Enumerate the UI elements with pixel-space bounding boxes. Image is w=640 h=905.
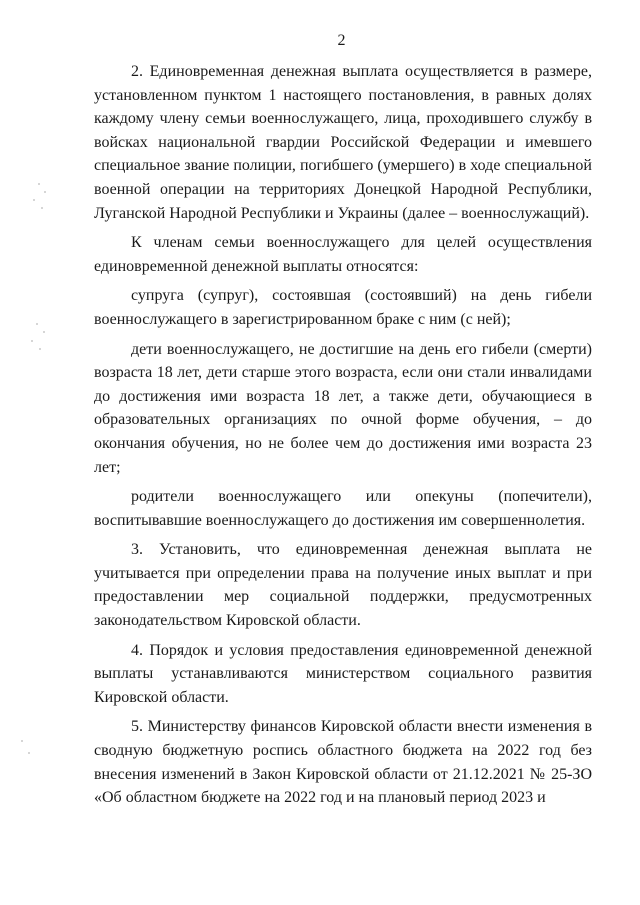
scan-speck xyxy=(33,199,35,201)
paragraph-clause-2: 2. Единовременная денежная выплата осуществляется в размере, установленном пунктом 1 настоящего постановления, в равных долях каждому члену семьи военнослужащего, лица, проходившего службу в войсках национальной гвардии Российской Федерации и имевшего специальное звание полиции, погибшего (умершего) в ходе специальной военной операции на территориях Донецкой Народной Республики, Луганской Народной Республики и Украины (далее – военнослужащий). xyxy=(94,63,592,222)
document-body xyxy=(94,60,592,810)
scan-speck xyxy=(31,340,33,342)
paragraph-parents: родители военнослужащего или опекуны (попечители), воспитывавшие военнослужащего до достижения им совершеннолетия. xyxy=(94,488,592,529)
scan-speck xyxy=(39,348,41,350)
page-number: 2 xyxy=(337,32,346,49)
scan-speck xyxy=(36,323,38,325)
scan-speck xyxy=(21,740,23,742)
scan-speck xyxy=(38,183,40,185)
paragraph-children: дети военнослужащего, не достигшие на день его гибели (смерти) возраста 18 лет, дети старше этого возраста, если они стали инвалидами до достижения ими возраста 18 лет, а также дети, обучающиеся в образовательных организациях по очной форме обучения, – до окончания обучения, но не более чем до достижения ими возраста 23 лет; xyxy=(94,340,592,476)
paragraph-clause-4: 4. Порядок и условия предоставления единовременной денежной выплаты устанавливаются министерством социального развития Кировской области. xyxy=(94,641,592,706)
paragraph-clause-5: 5. Министерству финансов Кировской области внести изменения в сводную бюджетную роспись областного бюджета на 2022 год без внесения изменений в Закон Кировской области от 21.12.2021 № 25-ЗО «Об областном бюджете на 2022 год и на плановый период 2023 и xyxy=(94,718,592,807)
paragraph-family-members-intro: К членам семьи военнослужащего для целей осуществления единовременной денежной выплаты относятся: xyxy=(94,234,592,275)
paragraph-spouse: супруга (супруг), состоявшая (состоявший) на день гибели военнослужащего в зарегистрированном браке с ним (с ней); xyxy=(94,287,592,328)
scan-speck xyxy=(28,752,30,754)
paragraph-clause-3: 3. Установить, что единовременная денежная выплата не учитывается при определении права на получение иных выплат и при предоставлении мер социальной поддержки, предусмотренных законодательством Кировской области. xyxy=(94,541,592,630)
scan-speck xyxy=(43,331,45,333)
scan-speck xyxy=(44,191,46,193)
scan-speck xyxy=(41,207,43,209)
